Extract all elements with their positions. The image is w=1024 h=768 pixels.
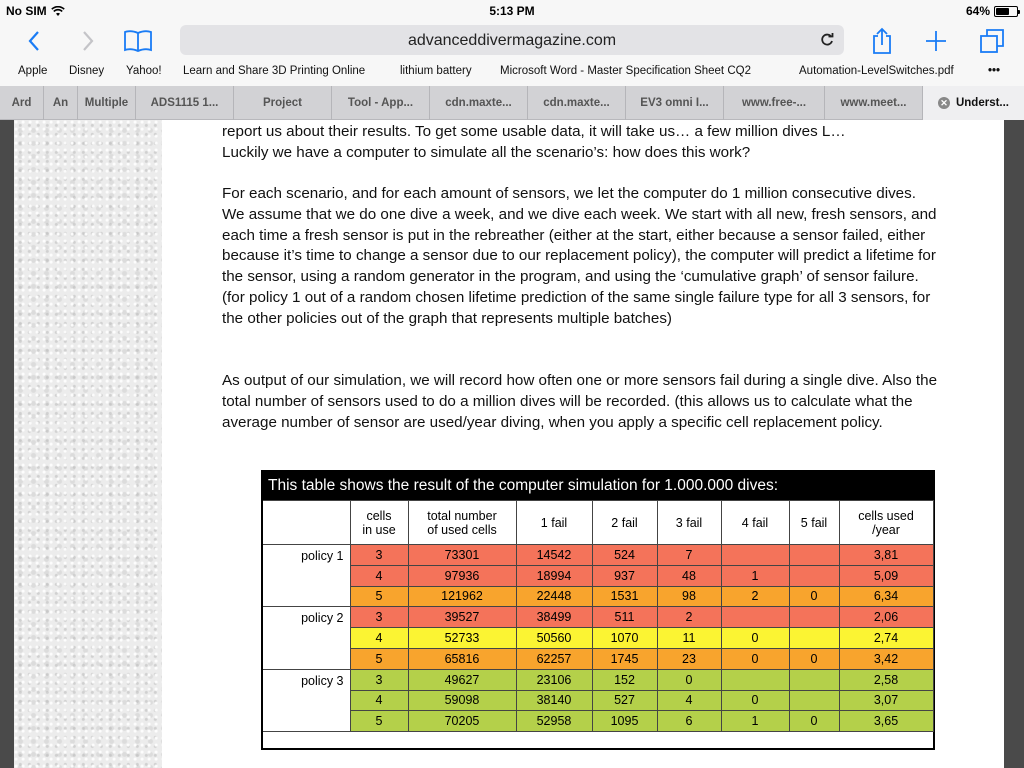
table-cell xyxy=(789,669,839,690)
tabs-icon xyxy=(979,28,1005,54)
table-cell: 97936 xyxy=(408,565,516,586)
table-row xyxy=(263,669,933,690)
table-cell: 3,81 xyxy=(839,545,933,566)
table-cell: 3,65 xyxy=(839,711,933,732)
table-cell: 0 xyxy=(721,648,789,669)
tab-label: www.free-... xyxy=(741,97,807,109)
table-cell: 5,09 xyxy=(839,565,933,586)
tab-label: ADS1115 1... xyxy=(150,97,219,109)
share-button[interactable] xyxy=(866,25,898,57)
new-tab-button[interactable] xyxy=(920,25,952,57)
policy-label: policy 2 xyxy=(263,607,350,669)
table-cell: 39527 xyxy=(408,607,516,628)
paragraph-1 xyxy=(222,122,942,164)
header-row xyxy=(263,501,933,545)
table-row xyxy=(263,565,933,586)
chevron-right-icon xyxy=(81,30,95,52)
table-cell: 3,07 xyxy=(839,690,933,711)
tab-understanding-active[interactable] xyxy=(922,86,1024,120)
table-cell xyxy=(789,690,839,711)
table-cell: 7 xyxy=(657,545,721,566)
simulation-results-table xyxy=(261,470,935,750)
table-cell: 0 xyxy=(721,690,789,711)
bookmark-apple[interactable]: Apple xyxy=(18,65,48,77)
table-cell: 1 xyxy=(721,565,789,586)
reload-icon xyxy=(820,33,834,47)
table-cell xyxy=(721,669,789,690)
tab-www-free[interactable] xyxy=(723,86,824,120)
table-cell: 5 xyxy=(350,648,408,669)
results-grid xyxy=(263,500,934,732)
table-cell: 511 xyxy=(592,607,657,628)
bookmark-level-switches[interactable]: Automation-LevelSwitches.pdf xyxy=(799,65,954,77)
table-cell: 6 xyxy=(657,711,721,732)
table-cell: 38499 xyxy=(516,607,592,628)
table-cell xyxy=(721,607,789,628)
header-4-fail: 4 fail xyxy=(721,501,789,545)
header-3-fail: 3 fail xyxy=(657,501,721,545)
table-cell: 5 xyxy=(350,711,408,732)
book-icon xyxy=(123,29,153,53)
bookmark-lithium-battery[interactable]: lithium battery xyxy=(400,65,472,77)
table-cell: 50560 xyxy=(516,628,592,649)
tab-bar xyxy=(0,86,1024,120)
tab-label: Underst... xyxy=(955,97,1010,109)
table-row xyxy=(263,586,933,607)
table-cell: 23 xyxy=(657,648,721,669)
tab-label: www.meet... xyxy=(840,97,907,109)
bookmark-yahoo[interactable]: Yahoo! xyxy=(126,65,162,77)
tab-www-meet[interactable] xyxy=(824,86,922,120)
table-cell: 4 xyxy=(350,628,408,649)
policy-label: policy 3 xyxy=(263,669,350,731)
tab-project[interactable] xyxy=(233,86,331,120)
table-cell: 14542 xyxy=(516,545,592,566)
carrier-label: No SIM xyxy=(6,4,47,18)
table-cell: 1095 xyxy=(592,711,657,732)
table-cell: 2 xyxy=(721,586,789,607)
reload-button[interactable] xyxy=(816,29,838,51)
table-cell xyxy=(721,545,789,566)
table-cell xyxy=(789,545,839,566)
tab-label: Multiple xyxy=(84,97,129,109)
header-5-fail: 5 fail xyxy=(789,501,839,545)
tab-cdn-maxtech-2[interactable] xyxy=(527,86,625,120)
bookmark-word-spec-sheet[interactable]: Microsoft Word - Master Specification Sheet CQ2 xyxy=(500,65,751,77)
table-cell: 38140 xyxy=(516,690,592,711)
battery-percent: 64% xyxy=(965,4,990,18)
table-cell: 4 xyxy=(657,690,721,711)
table-cell: 0 xyxy=(789,648,839,669)
header-2-fail: 2 fail xyxy=(592,501,657,545)
header-1-fail: 1 fail xyxy=(516,501,592,545)
header-cells-per-year: cells used /year xyxy=(839,501,933,545)
table-cell: 1070 xyxy=(592,628,657,649)
table-cell: 1531 xyxy=(592,586,657,607)
table-row xyxy=(263,607,933,628)
table-cell: 0 xyxy=(789,711,839,732)
table-cell: 70205 xyxy=(408,711,516,732)
table-cell: 5 xyxy=(350,586,408,607)
table-cell: 48 xyxy=(657,565,721,586)
table-cell: 0 xyxy=(721,628,789,649)
bookmarks-bar xyxy=(0,60,1024,86)
tab-ads1115[interactable] xyxy=(135,86,233,120)
table-cell: 62257 xyxy=(516,648,592,669)
tab-label: An xyxy=(52,97,69,109)
table-cell: 3 xyxy=(350,607,408,628)
tab-label: EV3 omni I... xyxy=(640,97,709,109)
tab-ard[interactable] xyxy=(0,86,43,120)
tab-cdn-maxtech-1[interactable] xyxy=(429,86,527,120)
table-cell: 0 xyxy=(789,586,839,607)
table-cell xyxy=(789,607,839,628)
more-bookmarks-button[interactable]: ••• xyxy=(988,65,1001,77)
status-bar xyxy=(0,0,1024,22)
back-button[interactable] xyxy=(18,25,50,57)
paragraph-1-line-2: Luckily we have a computer to simulate all the scenario’s: how does this work? xyxy=(222,143,751,161)
table-cell: 2,58 xyxy=(839,669,933,690)
table-cell: 4 xyxy=(350,565,408,586)
table-cell: 98 xyxy=(657,586,721,607)
table-cell: 3 xyxy=(350,669,408,690)
table-row xyxy=(263,648,933,669)
table-cell: 937 xyxy=(592,565,657,586)
plus-icon xyxy=(925,30,947,52)
table-cell: 49627 xyxy=(408,669,516,690)
chevron-left-icon xyxy=(27,30,41,52)
table-cell: 4 xyxy=(350,690,408,711)
policy-label: policy 1 xyxy=(263,545,350,607)
table-cell: 22448 xyxy=(516,586,592,607)
header-total-cells: total number of used cells xyxy=(408,501,516,545)
tab-label: Project xyxy=(263,97,302,109)
table-cell: 23106 xyxy=(516,669,592,690)
close-tab-icon[interactable]: ✕ xyxy=(938,97,950,109)
paragraph-1-line-1: report us about their results. To get some usable data, it will take us… a few million dives L… xyxy=(222,123,846,140)
table-cell: 121962 xyxy=(408,586,516,607)
table-cell: 65816 xyxy=(408,648,516,669)
header-policy xyxy=(263,501,350,545)
table-cell: 11 xyxy=(657,628,721,649)
battery-status xyxy=(966,4,1018,18)
table-cell: 1 xyxy=(721,711,789,732)
bookmark-3d-printing[interactable]: Learn and Share 3D Printing Online xyxy=(183,65,366,77)
share-icon xyxy=(871,27,893,55)
clock: 5:13 PM xyxy=(489,4,535,18)
table-cell xyxy=(789,565,839,586)
url-text: advanceddivermagazine.com xyxy=(407,32,617,49)
table-cell: 527 xyxy=(592,690,657,711)
battery-icon xyxy=(994,6,1018,17)
table-cell: 52733 xyxy=(408,628,516,649)
tab-an[interactable] xyxy=(43,86,77,120)
web-page[interactable] xyxy=(0,120,1024,768)
tab-label: cdn.maxte... xyxy=(445,97,512,109)
address-bar[interactable] xyxy=(180,25,844,55)
table-cell: 52958 xyxy=(516,711,592,732)
bookmark-disney[interactable]: Disney xyxy=(69,65,105,77)
table-cell: 2,06 xyxy=(839,607,933,628)
table-cell: 59098 xyxy=(408,690,516,711)
table-title: This table shows the result of the computer simulation for 1.000.000 dives: xyxy=(263,472,933,500)
table-cell: 6,34 xyxy=(839,586,933,607)
table-cell: 2,74 xyxy=(839,628,933,649)
safari-toolbar xyxy=(0,22,1024,60)
table-cell: 524 xyxy=(592,545,657,566)
table-cell: 3 xyxy=(350,545,408,566)
tab-label: cdn.maxte... xyxy=(543,97,610,109)
table-row xyxy=(263,690,933,711)
table-cell: 2 xyxy=(657,607,721,628)
article-content xyxy=(162,120,1004,768)
paragraph-3: As output of our simulation, we will record how often one or more sensors fail during a single dive. Also the total number of sensors used to do a million dives will be recorded. (this allows us to calculate what the average number of sensor are used/year diving, when you apply a specific cell replacement policy. xyxy=(222,372,938,431)
table-row xyxy=(263,711,933,732)
table-row xyxy=(263,628,933,649)
tab-label: Ard xyxy=(11,97,32,109)
tab-label: Tool - App... xyxy=(347,97,414,109)
table-cell: 152 xyxy=(592,669,657,690)
bookmarks-button[interactable] xyxy=(122,25,154,57)
table-cell: 18994 xyxy=(516,565,592,586)
tab-tool-app[interactable] xyxy=(331,86,429,120)
table-cell: 0 xyxy=(657,669,721,690)
table-cell xyxy=(789,628,839,649)
table-cell: 1745 xyxy=(592,648,657,669)
table-cell: 73301 xyxy=(408,545,516,566)
tabs-overview-button[interactable] xyxy=(976,25,1008,57)
tab-ev3-omni[interactable] xyxy=(625,86,723,120)
table-cell: 3,42 xyxy=(839,648,933,669)
forward-button[interactable] xyxy=(72,25,104,57)
tab-multiple[interactable] xyxy=(77,86,135,120)
table-row xyxy=(263,545,933,566)
header-cells-in-use: cells in use xyxy=(350,501,408,545)
paragraph-2: For each scenario, and for each amount of sensors, we let the computer do 1 million consecutive dives. We assume that we do one dive a week, and we dive each week. We start with all new, fresh sensors, and each time a fresh sensor is put in the rebreather (either at the start, either because a sensor failed, either because it’s time to change a sensor due to our replacement policy), the computer will predict a lifetime for the sensor, using a random generator in the program, and using the ‘cumulative graph’ of sensor failure. (for policy 1 out of a random chosen lifetime prediction of the same single failure type for all 3 sensors, for the other policies out of the graph that represents multiple batches) xyxy=(222,185,937,327)
page-background-texture xyxy=(14,120,162,768)
results-body xyxy=(263,545,933,732)
